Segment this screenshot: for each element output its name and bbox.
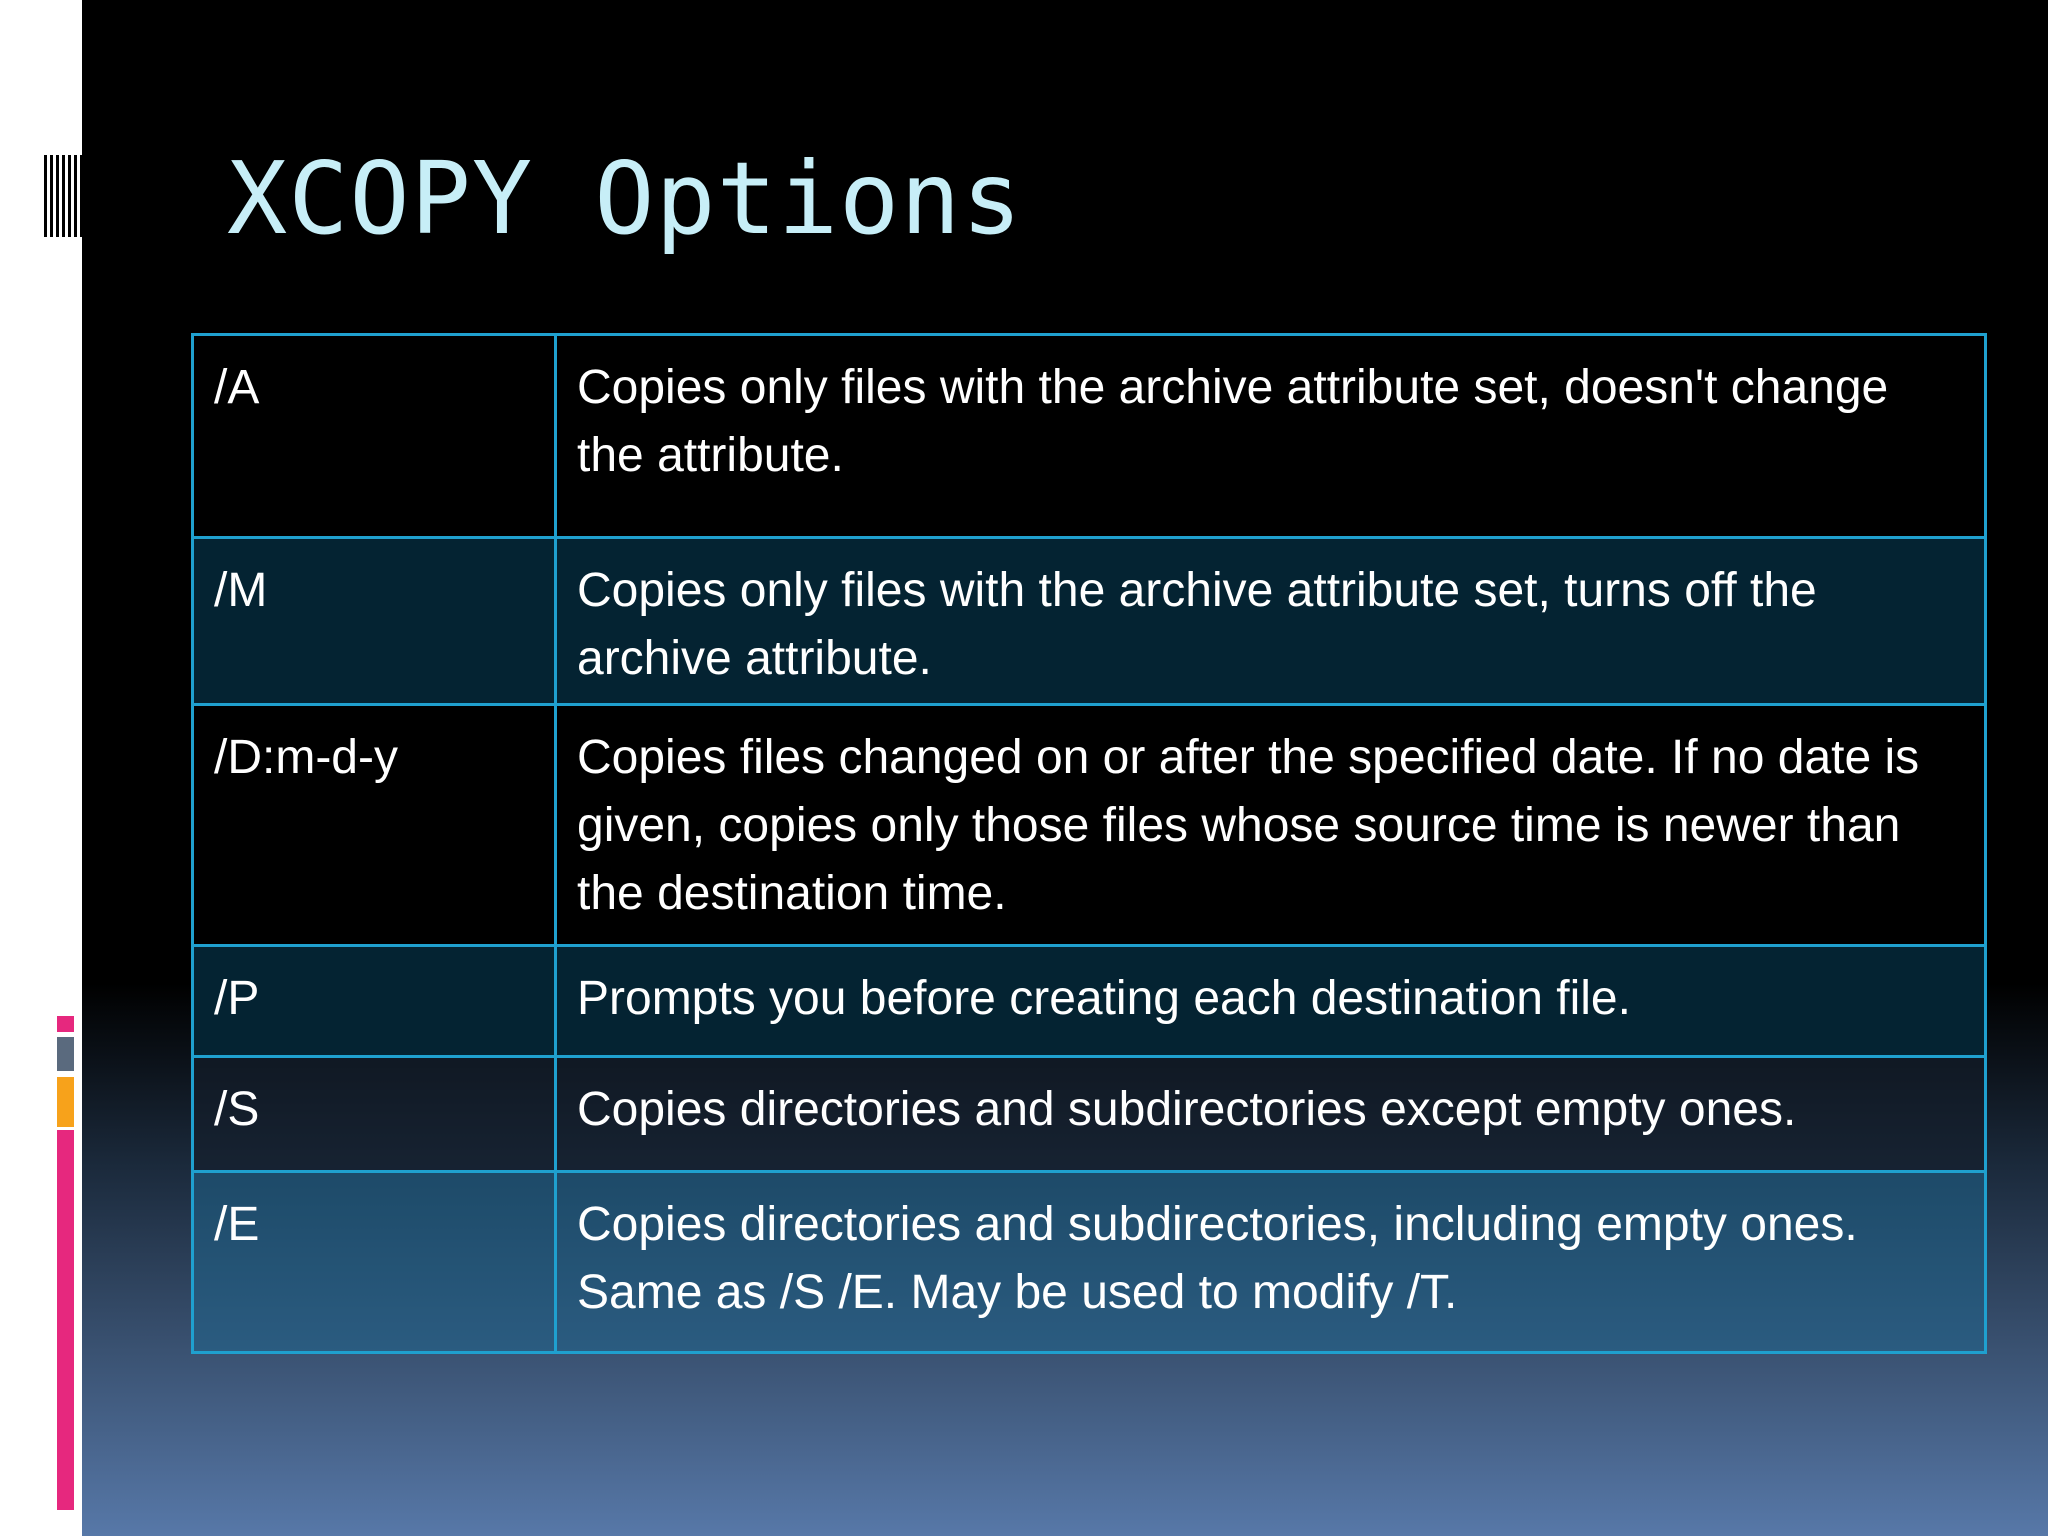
- description-cell: Copies directories and subdirectories except empty ones.: [556, 1057, 1986, 1172]
- option-cell: /A: [193, 335, 556, 538]
- description-cell: Prompts you before creating each destination file.: [556, 946, 1986, 1057]
- accent-bar-orange: [57, 1077, 74, 1127]
- table-row: [193, 705, 1986, 946]
- description-cell: Copies directories and subdirectories, including empty ones. Same as /S /E. May be used to modify /T.: [556, 1172, 1986, 1353]
- option-cell: /S: [193, 1057, 556, 1172]
- slide: [82, 0, 2048, 1536]
- table-row: [193, 1057, 1986, 1172]
- slide-title: XCOPY Options: [227, 140, 1023, 257]
- table-row: [193, 1172, 1986, 1353]
- table-row: [193, 946, 1986, 1057]
- table-row: [193, 335, 1986, 538]
- decorative-lines: [44, 145, 82, 237]
- option-cell: /E: [193, 1172, 556, 1353]
- option-cell: /P: [193, 946, 556, 1057]
- accent-bar-pink-long: [57, 1130, 74, 1510]
- accent-bar-pink-small: [57, 1016, 74, 1032]
- option-cell: /D:m-d-y: [193, 705, 556, 946]
- description-cell: Copies only files with the archive attribute set, doesn't change the attribute.: [556, 335, 1986, 538]
- left-decoration-strip: [0, 0, 82, 1536]
- accent-bar-gray: [57, 1037, 74, 1071]
- table-row: [193, 538, 1986, 705]
- description-cell: Copies files changed on or after the specified date. If no date is given, copies only those files whose source time is newer than the destination time.: [556, 705, 1986, 946]
- description-cell: Copies only files with the archive attribute set, turns off the archive attribute.: [556, 538, 1986, 705]
- options-table: [191, 333, 1987, 1354]
- option-cell: /M: [193, 538, 556, 705]
